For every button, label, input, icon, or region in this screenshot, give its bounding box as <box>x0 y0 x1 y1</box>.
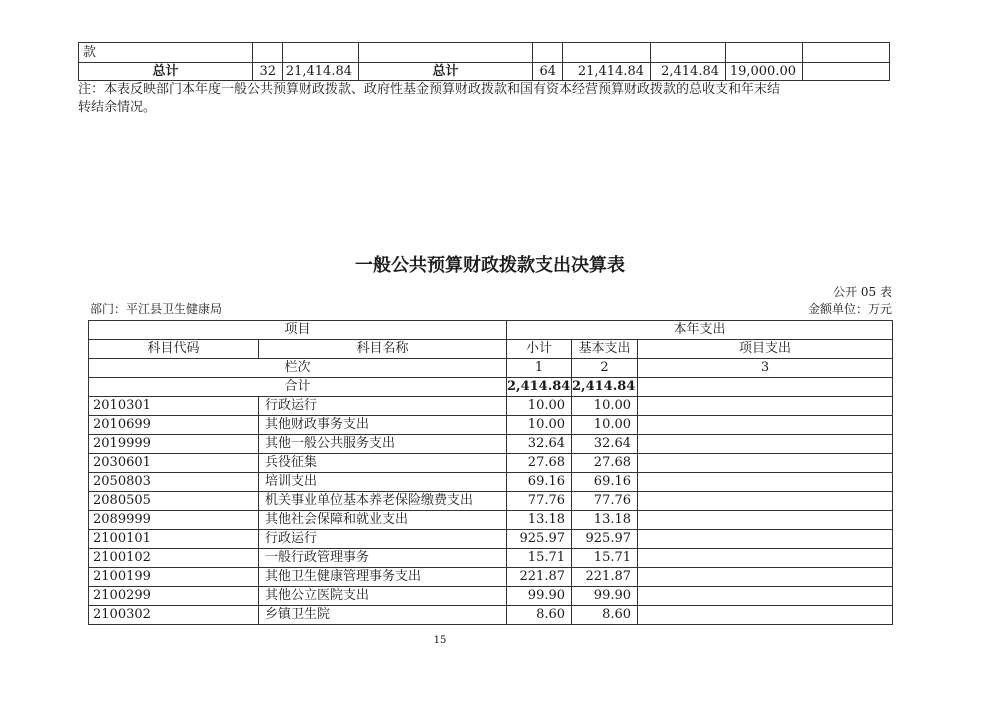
subtotal-cell: 8.60 <box>507 606 572 625</box>
project-expense-cell <box>638 454 893 473</box>
subject-name-cell: 一般行政管理事务 <box>259 549 507 568</box>
header-row-index <box>89 359 893 378</box>
grand-total-label-left: 总计 <box>79 63 253 81</box>
subtotal-cell: 10.00 <box>507 397 572 416</box>
subject-code-cell: 2100199 <box>89 568 259 587</box>
basic-expense-cell: 10.00 <box>572 397 638 416</box>
empty-cell <box>803 43 890 63</box>
basic-expense-cell: 99.90 <box>572 587 638 606</box>
grand-total-amount-2: 2,414.84 <box>651 63 726 81</box>
project-expense-cell <box>638 568 893 587</box>
basic-expense-cell: 8.60 <box>572 606 638 625</box>
column-index-label: 栏次 <box>89 359 507 378</box>
note-line-1: 注：本表反映部门本年度一般公共预算财政拨款、政府性基金预算财政拨款和国有资本经营预算财政拨款的总收支和年末结 <box>78 82 781 97</box>
subject-name-cell: 其他一般公共服务支出 <box>259 435 507 454</box>
table-row <box>89 568 893 587</box>
basic-expense-cell: 925.97 <box>572 530 638 549</box>
subject-name-cell: 机关事业单位基本养老保险缴费支出 <box>259 492 507 511</box>
project-expense-cell <box>638 587 893 606</box>
basic-expense-cell: 77.76 <box>572 492 638 511</box>
header-current-year-expense: 本年支出 <box>507 321 893 340</box>
grand-total-amount-left: 21,414.84 <box>283 63 359 81</box>
subtotal-cell: 10.00 <box>507 416 572 435</box>
subtotal-cell: 15.71 <box>507 549 572 568</box>
grand-total-row <box>79 63 890 81</box>
line-number-left: 32 <box>253 63 283 81</box>
header-basic-expense: 基本支出 <box>572 340 638 359</box>
total-basic-expense: 2,414.84 <box>572 378 638 397</box>
continuation-row <box>79 43 890 63</box>
basic-expense-cell: 10.00 <box>572 416 638 435</box>
subject-code-cell: 2050803 <box>89 473 259 492</box>
project-expense-cell <box>638 549 893 568</box>
table-row <box>89 587 893 606</box>
basic-expense-cell: 32.64 <box>572 435 638 454</box>
subtotal-cell: 13.18 <box>507 511 572 530</box>
previous-table-fragment <box>78 42 890 81</box>
header-row-columns <box>89 340 893 359</box>
subject-code-cell: 2010301 <box>89 397 259 416</box>
header-row-group <box>89 321 893 340</box>
subject-code-cell: 2100101 <box>89 530 259 549</box>
total-subtotal: 2,414.84 <box>507 378 572 397</box>
subtotal-cell: 99.90 <box>507 587 572 606</box>
subject-code-cell: 2100299 <box>89 587 259 606</box>
header-project: 项目 <box>89 321 507 340</box>
subject-name-cell: 乡镇卫生院 <box>259 606 507 625</box>
subject-name-cell: 行政运行 <box>259 397 507 416</box>
table-row <box>89 397 893 416</box>
page-title: 一般公共预算财政拨款支出决算表 <box>355 255 625 276</box>
column-index-1: 1 <box>507 359 572 378</box>
table-row <box>89 473 893 492</box>
empty-cell <box>726 43 803 63</box>
table-row <box>89 511 893 530</box>
subject-name-cell: 其他财政事务支出 <box>259 416 507 435</box>
project-expense-cell <box>638 435 893 454</box>
subject-name-cell: 其他社会保障和就业支出 <box>259 511 507 530</box>
column-index-3: 3 <box>638 359 893 378</box>
empty-cell <box>253 43 283 63</box>
table-row <box>89 492 893 511</box>
basic-expense-cell: 15.71 <box>572 549 638 568</box>
subject-name-cell: 培训支出 <box>259 473 507 492</box>
table-row <box>89 549 893 568</box>
subject-code-cell: 2030601 <box>89 454 259 473</box>
empty-cell <box>283 43 359 63</box>
table-note <box>78 81 780 117</box>
empty-cell <box>533 43 563 63</box>
subject-code-cell: 2100102 <box>89 549 259 568</box>
project-expense-cell <box>638 511 893 530</box>
table-row <box>89 435 893 454</box>
subject-code-cell: 2080505 <box>89 492 259 511</box>
department-label: 部门：平江县卫生健康局 <box>90 302 223 316</box>
expenditure-table <box>88 320 893 625</box>
basic-expense-cell: 13.18 <box>572 511 638 530</box>
total-project-expense <box>638 378 893 397</box>
amount-unit-label: 金额单位：万元 <box>807 302 892 316</box>
subject-code-cell: 2010699 <box>89 416 259 435</box>
grand-total-amount-total: 21,414.84 <box>563 63 651 81</box>
subject-code-cell: 2019999 <box>89 435 259 454</box>
basic-expense-cell: 69.16 <box>572 473 638 492</box>
subject-code-cell: 2089999 <box>89 511 259 530</box>
subtotal-cell: 32.64 <box>507 435 572 454</box>
table-row <box>89 530 893 549</box>
table-row <box>89 454 893 473</box>
project-expense-cell <box>638 530 893 549</box>
note-line-2: 转结余情况。 <box>78 100 157 115</box>
continuation-label: 款 <box>79 43 253 63</box>
empty-cell <box>563 43 651 63</box>
project-expense-cell <box>638 473 893 492</box>
subject-name-cell: 行政运行 <box>259 530 507 549</box>
empty-cell <box>803 63 890 81</box>
subject-name-cell: 兵役征集 <box>259 454 507 473</box>
form-number: 公开 05 表 <box>833 285 892 299</box>
column-index-2: 2 <box>572 359 638 378</box>
header-subject-name: 科目名称 <box>259 340 507 359</box>
subject-name-cell: 其他公立医院支出 <box>259 587 507 606</box>
subtotal-cell: 221.87 <box>507 568 572 587</box>
total-row <box>89 378 893 397</box>
table-row <box>89 606 893 625</box>
subject-name-cell: 其他卫生健康管理事务支出 <box>259 568 507 587</box>
basic-expense-cell: 221.87 <box>572 568 638 587</box>
subtotal-cell: 77.76 <box>507 492 572 511</box>
line-number-right: 64 <box>533 63 563 81</box>
project-expense-cell <box>638 492 893 511</box>
page-number: 15 <box>433 635 447 646</box>
basic-expense-cell: 27.68 <box>572 454 638 473</box>
table-row <box>89 416 893 435</box>
empty-cell <box>651 43 726 63</box>
header-project-expense: 项目支出 <box>638 340 893 359</box>
subject-code-cell: 2100302 <box>89 606 259 625</box>
project-expense-cell <box>638 397 893 416</box>
project-expense-cell <box>638 416 893 435</box>
empty-cell <box>359 43 533 63</box>
header-subject-code: 科目代码 <box>89 340 259 359</box>
subtotal-cell: 925.97 <box>507 530 572 549</box>
project-expense-cell <box>638 606 893 625</box>
total-label: 合计 <box>89 378 507 397</box>
header-subtotal: 小计 <box>507 340 572 359</box>
subtotal-cell: 27.68 <box>507 454 572 473</box>
subtotal-cell: 69.16 <box>507 473 572 492</box>
grand-total-amount-3: 19,000.00 <box>726 63 803 81</box>
grand-total-label-right: 总计 <box>359 63 533 81</box>
